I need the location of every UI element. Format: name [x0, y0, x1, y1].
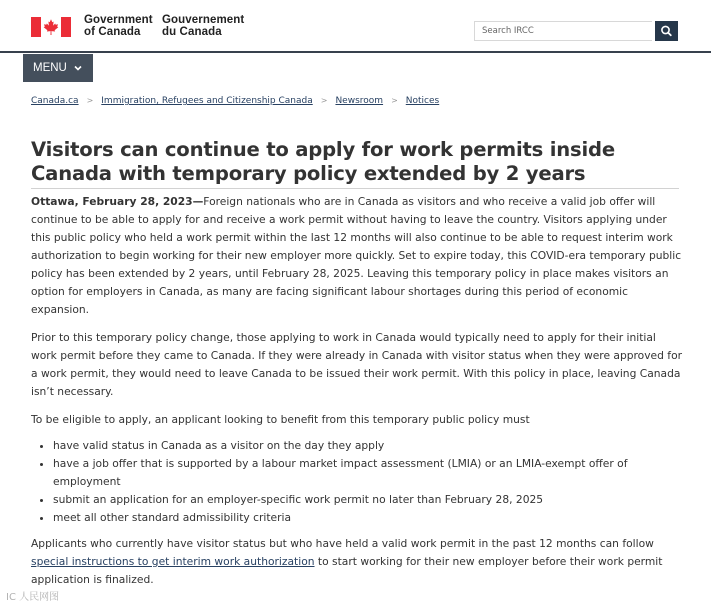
breadcrumb-notices[interactable]: Notices — [405, 96, 440, 106]
breadcrumb-ircc[interactable]: Immigration, Refugees and Citizenship Canada — [101, 96, 313, 106]
canada-flag-icon[interactable] — [31, 17, 71, 37]
paragraph-interim — [31, 535, 683, 589]
paragraph-interim-text-after: to start working for their new employer before their work permit application is finalized. — [31, 555, 663, 586]
paragraph-intro-text: Foreign nationals who are in Canada as visitors and who receive a valid job offer will continue to be able to apply for and receive a work permit without having to leave the country. Visitors applying under this public policy who held a work permit within the last 12 months will also continue to be able to request interim work authorization to begin working for their new employer more quickly. Set to expire today, this COVID-era temporary public policy has been extended by 2 years, until February 28, 2025. Leaving this temporary policy in place makes visitors an option for employers in Canada, as many are facing significant labour shortages during this period of economic expansion. — [31, 195, 682, 316]
search-icon — [655, 21, 678, 41]
list-item: • submit an application for an employer-specific work permit no later than February 28, 2025 — [53, 491, 683, 509]
paragraph-interim-text-before: Applicants who currently have visitor status but who have held a valid work permit in the past 12 months can follow — [31, 537, 654, 550]
dateline: Ottawa, February 28, 2023— — [31, 195, 204, 208]
search-button[interactable] — [655, 21, 678, 41]
article-body — [31, 193, 683, 599]
breadcrumb-separator-icon: > — [86, 96, 94, 105]
title-divider — [31, 188, 679, 189]
breadcrumb-separator-icon: > — [320, 96, 328, 105]
menu-button[interactable] — [23, 54, 93, 82]
signature-en-line2: of Canada — [84, 26, 141, 38]
breadcrumb-newsroom[interactable]: Newsroom — [335, 96, 384, 106]
site-header — [0, 0, 711, 56]
list-item: • have valid status in Canada as a visitor on the day they apply — [53, 437, 683, 455]
breadcrumb-canada-ca[interactable]: Canada.ca — [31, 96, 79, 106]
chevron-down-icon — [73, 63, 83, 73]
paragraph-prior: Prior to this temporary policy change, those applying to work in Canada would typically need to apply for their initial work permit before they came to Canada. If they were already in Canada with visitor status when they were approved for a work permit, they would need to leave Canada to be issued their work permit. With this policy in place, leaving Canada isn’t necessary. — [31, 331, 683, 398]
breadcrumb-separator-icon: > — [391, 96, 398, 105]
gouvernement-du-canada-signature[interactable] — [162, 14, 244, 38]
special-instructions-link[interactable]: special instructions to get interim work authorization — [31, 555, 315, 568]
signature-fr-line2: du Canada — [162, 26, 222, 38]
search-input[interactable] — [474, 21, 652, 41]
list-item: • have a job offer that is supported by a labour market impact assessment (LMIA) or an LMIA-exempt offer of employment — [53, 455, 683, 491]
paragraph-eligibility: To be eligible to apply, an applicant looking to benefit from this temporary public policy must — [31, 413, 530, 426]
watermark: IC 人民网图 — [6, 592, 60, 603]
government-of-canada-signature[interactable] — [84, 14, 153, 38]
page-title: Visitors can continue to apply for work permits inside Canada with temporary policy extended by 2 years — [31, 138, 615, 185]
list-item: • meet all other standard admissibility criteria — [53, 509, 683, 527]
breadcrumb — [31, 96, 439, 106]
eligibility-list — [31, 437, 683, 527]
signature-en-line1: Government — [84, 14, 153, 26]
header-divider — [0, 51, 711, 53]
signature-fr-line1: Gouvernement — [162, 14, 245, 26]
menu-label: MENU — [33, 62, 67, 74]
paragraph-intro — [31, 193, 683, 319]
